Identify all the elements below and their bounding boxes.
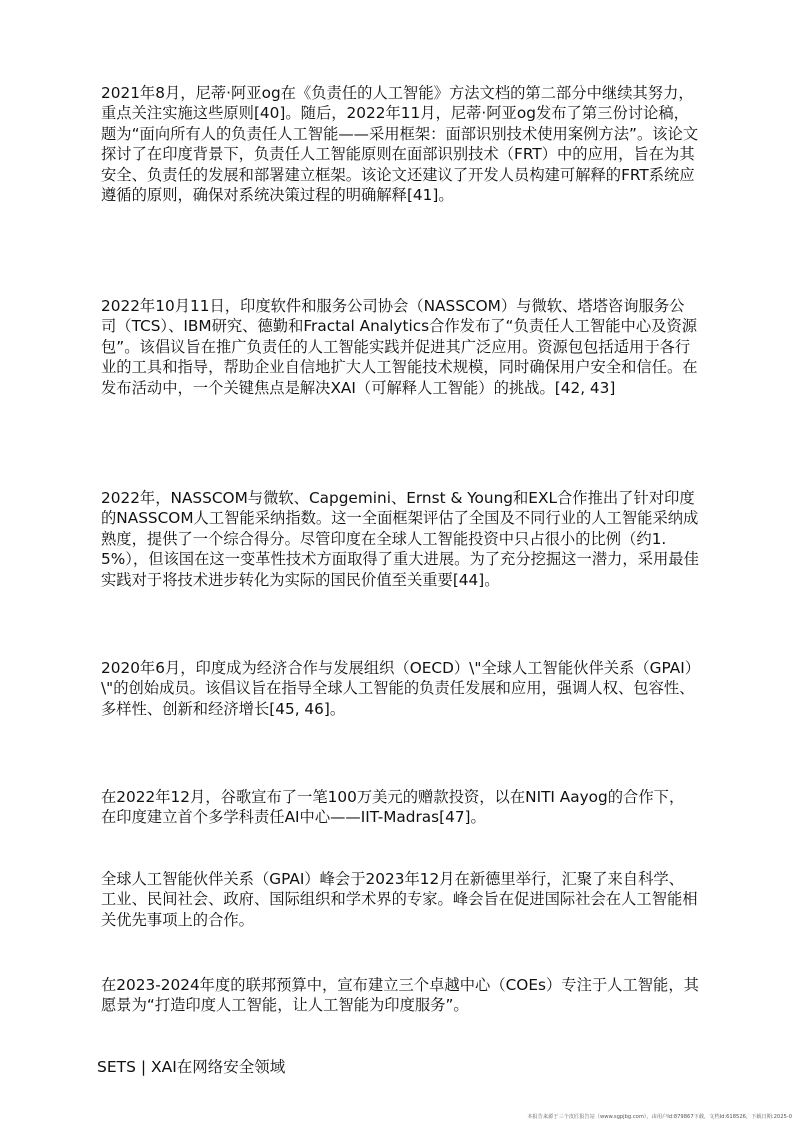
paragraph-nasscom-ai-adoption-index: 2022年，NASSCOM与微软、Capgemini、Ernst & Young和EXL合作推出了针对印度的NASSCOM人工智能采纳指数。这一全面框架评估了全国及不同行业的人工智能采纳成熟度，提供了一个综合得分。尽管印度在全球人工智能投资中只占很小的比例（约1.5%），但该国在这一变革性技术方面取得了重大进展。为了充分挖掘这一潜力，采用最佳实践对于将技术进步转化为实际的国民价值至关重要[44]。	[101, 489, 699, 589]
paragraph-gpai-founding-member: 2020年6月，印度成为经济合作与发展组织（OECD）\"全球人工智能伙伴关系（GPAI）\"的创始成员。该倡议旨在指导全球人工智能的负责任发展和应用，强调人权、包容性、多样性、创新和经济增长[45, 46]。	[101, 659, 695, 718]
paragraph-union-budget-coes: 在2023-2024年度的联邦预算中，宣布建立三个卓越中心（COEs）专注于人工智能，其愿景为“打造印度人工智能，让人工智能为印度服务”。	[101, 976, 699, 1015]
paragraph-niti-aayog-2021: 2021年8月，尼蒂·阿亚og在《负责任的人工智能》方法文档的第二部分中继续其努力，重点关注实施这些原则[40]。随后，2022年11月，尼蒂·阿亚og发布了第三份讨论稿，题为“面向所有人的负责任人工智能——采用框架：面部识别技术使用案例方法”。该论文探讨了在印度背景下，负责任人工智能原则在面部识别技术（FRT）中的应用，旨在为其安全、负责任的发展和部署建立框架。该论文还建议了开发人员构建可解释的FRT系统应遵循的原则，确保对系统决策过程的明确解释[41]。	[101, 84, 699, 205]
footer-section-title: SETS | XAI在网络安全领域	[97, 1058, 286, 1076]
paragraph-gpai-summit-new-delhi: 全球人工智能伙伴关系（GPAI）峰会于2023年12月在新德里举行，汇聚了来自科学、工业、民间社会、政府、国际组织和学术界的专家。峰会旨在促进国际社会在人工智能相关优先事项上的合作。	[101, 870, 698, 929]
paragraph-google-grant-iit-madras: 在2022年12月，谷歌宣布了一笔100万美元的赠款投资，以在NITI Aayog的合作下，在印度建立首个多学科责任AI中心——IIT-Madras[47]。	[101, 788, 685, 827]
paragraph-nasscom-responsible-ai-hub: 2022年10月11日，印度软件和服务公司协会（NASSCOM）与微软、塔塔咨询服务公司（TCS）、IBM研究、德勤和Fractal Analytics合作发布了“负责任人工智能中心及资源包”。该倡议旨在推广负责任的人工智能实践并促进其广泛应用。资源包包括适用于各行业的工具和指导，帮助企业自信地扩大人工智能技术规模，同时确保用户安全和信任。在发布活动中，一个关键焦点是解决XAI（可解释人工智能）的挑战。[42, 43]	[101, 297, 698, 397]
download-watermark: 本报告来源于三个皮匠报告站（www.sgpjbg.com），由用户Id:879867下载，文档Id:618526，下载日期:2025-0	[527, 1114, 792, 1120]
